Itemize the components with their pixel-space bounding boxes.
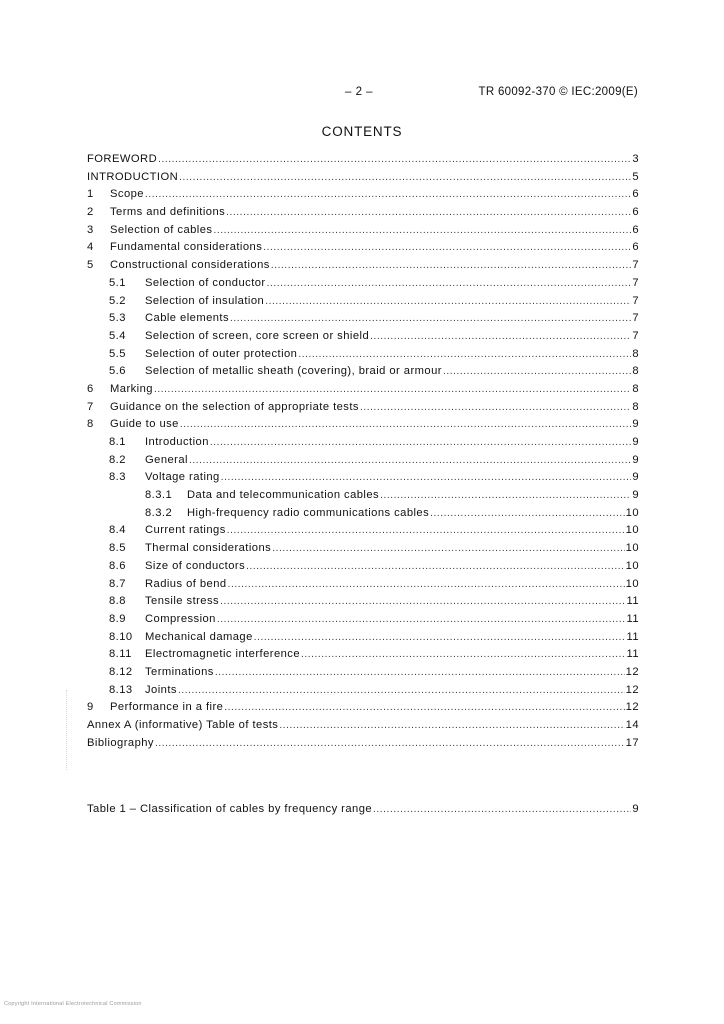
entry-number: 9 xyxy=(87,701,94,714)
toc-entry[interactable] xyxy=(87,471,639,489)
dot-leader xyxy=(230,313,631,324)
dot-leader xyxy=(246,561,625,572)
entry-title: FOREWORD xyxy=(87,153,158,165)
entry-number: 5 xyxy=(87,259,94,272)
entry-number: 8.2 xyxy=(109,453,126,466)
entry-number: 7 xyxy=(87,400,94,413)
dot-leader xyxy=(254,632,626,643)
entry-page-number: 5 xyxy=(632,170,639,183)
entry-title: Size of conductors xyxy=(145,559,246,572)
toc-entry[interactable] xyxy=(87,560,639,578)
dot-leader xyxy=(301,649,625,660)
toc-entry[interactable] xyxy=(87,454,639,472)
toc-entry[interactable] xyxy=(87,153,639,171)
toc-entry[interactable] xyxy=(87,684,639,702)
toc-entry[interactable] xyxy=(87,259,639,277)
dot-leader xyxy=(279,720,624,731)
entry-page-number: 10 xyxy=(625,559,639,572)
entry-page-number: 8 xyxy=(632,382,639,395)
entry-title: Radius of bend xyxy=(145,577,227,590)
entry-number: 8.8 xyxy=(109,595,126,608)
entry-page-number: 7 xyxy=(632,276,639,289)
entry-title: General xyxy=(145,453,188,466)
entry-number: 8.9 xyxy=(109,612,126,625)
dot-leader xyxy=(380,490,631,501)
toc-entry[interactable] xyxy=(87,312,639,330)
toc-entry[interactable] xyxy=(87,330,639,348)
list-of-tables xyxy=(87,803,639,821)
entry-page-number: 8 xyxy=(632,400,639,413)
document-reference: TR 60092-370 © IEC:2009(E) xyxy=(478,86,638,98)
entry-number: 8.12 xyxy=(109,665,133,678)
dot-leader xyxy=(272,543,624,554)
dot-leader xyxy=(217,614,626,625)
entry-number: 8.3 xyxy=(109,471,126,484)
entry-title: Guidance on the selection of appropriate tests xyxy=(110,400,359,413)
table-of-contents xyxy=(87,153,639,754)
entry-number: 8.5 xyxy=(109,542,126,555)
dot-leader xyxy=(178,685,625,696)
entry-title: Terminations xyxy=(145,665,214,678)
entry-title: Voltage rating xyxy=(145,471,220,484)
toc-entry[interactable] xyxy=(87,418,639,436)
entry-page-number: 10 xyxy=(625,577,639,590)
toc-entry[interactable] xyxy=(87,206,639,224)
toc-entry[interactable] xyxy=(87,277,639,295)
entry-number: 5.1 xyxy=(109,276,126,289)
dot-leader xyxy=(228,579,625,590)
entry-number: 8.3.2 xyxy=(145,506,173,519)
toc-entry[interactable] xyxy=(87,383,639,401)
entry-page-number: 9 xyxy=(632,471,639,484)
entry-number: 8 xyxy=(87,418,94,431)
dot-leader xyxy=(158,154,631,165)
dot-leader xyxy=(226,207,631,218)
entry-page-number: 6 xyxy=(632,241,639,254)
dot-leader xyxy=(370,331,631,342)
entry-number: 5.4 xyxy=(109,329,126,342)
entry-number: 8.6 xyxy=(109,559,126,572)
entry-title: Selection of conductor xyxy=(145,276,266,289)
toc-entry[interactable] xyxy=(87,348,639,366)
entry-title: Guide to use xyxy=(110,418,179,431)
dot-leader xyxy=(298,349,631,360)
entry-title: Scope xyxy=(110,188,144,201)
toc-entry[interactable] xyxy=(87,524,639,542)
entry-title: INTRODUCTION xyxy=(87,170,179,183)
dot-leader xyxy=(373,804,631,815)
entry-number: 5.3 xyxy=(109,312,126,325)
dot-leader xyxy=(213,225,631,236)
entry-page-number: 8 xyxy=(632,347,639,360)
entry-page-number: 8 xyxy=(632,365,639,378)
toc-entry[interactable] xyxy=(87,436,639,454)
entry-number: 8.7 xyxy=(109,577,126,590)
entry-title: Selection of cables xyxy=(110,223,213,236)
dot-leader xyxy=(220,596,625,607)
entry-number: 4 xyxy=(87,241,94,254)
table-entry[interactable] xyxy=(87,803,639,821)
entry-page-number: 9 xyxy=(632,418,639,431)
toc-entry[interactable] xyxy=(87,595,639,613)
dot-leader xyxy=(179,172,631,183)
entry-page-number: 12 xyxy=(625,683,639,696)
toc-entry[interactable] xyxy=(87,489,639,507)
entry-page-number: 12 xyxy=(625,665,639,678)
entry-page-number: 6 xyxy=(632,188,639,201)
toc-entry[interactable] xyxy=(87,507,639,525)
toc-entry[interactable] xyxy=(87,613,639,631)
entry-title: Constructional considerations xyxy=(110,259,270,272)
entry-title: Selection of insulation xyxy=(145,294,265,307)
dot-leader xyxy=(155,738,625,749)
entry-number: 3 xyxy=(87,223,94,236)
entry-page-number: 9 xyxy=(632,453,639,466)
dot-leader xyxy=(145,189,631,200)
dot-leader xyxy=(189,455,631,466)
dot-leader xyxy=(180,419,631,430)
entry-page-number: 7 xyxy=(632,294,639,307)
entry-page-number: 7 xyxy=(632,259,639,272)
entry-number: 8.10 xyxy=(109,630,133,643)
toc-entry[interactable] xyxy=(87,224,639,242)
entry-page-number: 10 xyxy=(625,524,639,537)
entry-page-number: 11 xyxy=(626,612,639,625)
dot-leader xyxy=(263,242,631,253)
entry-title: Bibliography xyxy=(87,736,154,749)
entry-title: Fundamental considerations xyxy=(110,241,263,254)
entry-page-number: 11 xyxy=(626,630,639,643)
toc-entry[interactable] xyxy=(87,365,639,383)
entry-number: 5.2 xyxy=(109,294,126,307)
dot-leader xyxy=(265,296,631,307)
page-number: – 2 – xyxy=(345,86,374,98)
toc-entry[interactable] xyxy=(87,701,639,719)
entry-page-number: 6 xyxy=(632,206,639,219)
copyright-note: Copyright International Electrotechnical Commission xyxy=(4,1001,142,1007)
toc-entry[interactable] xyxy=(87,737,639,755)
entry-page-number: 9 xyxy=(632,489,639,502)
entry-title: Cable elements xyxy=(145,312,230,325)
toc-entry[interactable] xyxy=(87,542,639,560)
toc-entry[interactable] xyxy=(87,188,639,206)
entry-page-number: 6 xyxy=(632,223,639,236)
entry-page-number: 14 xyxy=(625,719,639,731)
margin-mark xyxy=(66,690,68,770)
entry-number: 1 xyxy=(87,188,94,201)
entry-number: 8.13 xyxy=(109,683,133,696)
entry-number: 8.3.1 xyxy=(145,489,173,502)
entry-page-number: 7 xyxy=(632,329,639,342)
entry-number: 6 xyxy=(87,382,94,395)
dot-leader xyxy=(154,384,631,395)
dot-leader xyxy=(360,402,631,413)
entry-page-number: 17 xyxy=(625,736,639,749)
entry-title: Selection of screen, core screen or shield xyxy=(145,329,370,342)
dot-leader xyxy=(443,366,631,377)
entry-title: Data and telecommunication cables xyxy=(187,489,380,502)
entry-number: 5.5 xyxy=(109,347,126,360)
entry-page-number: 10 xyxy=(625,506,639,519)
entry-page-number: 9 xyxy=(632,436,639,448)
entry-title: Performance in a fire xyxy=(110,701,224,714)
entry-title: Annex A (informative) Table of tests xyxy=(87,719,279,731)
entry-number: 8.1 xyxy=(109,436,126,448)
entry-page-number: 10 xyxy=(625,542,639,555)
entry-page-number: 11 xyxy=(626,595,639,608)
entry-title: Mechanical damage xyxy=(145,630,253,643)
entry-number: 2 xyxy=(87,206,94,219)
entry-page-number: 12 xyxy=(625,701,639,714)
entry-page-number: 7 xyxy=(632,312,639,325)
toc-entry[interactable] xyxy=(87,401,639,419)
toc-entry[interactable] xyxy=(87,666,639,684)
toc-entry[interactable] xyxy=(87,295,639,313)
entry-title: Selection of metallic sheath (covering), braid or armour xyxy=(145,365,442,378)
entry-number: 8.4 xyxy=(109,524,126,537)
toc-entry[interactable] xyxy=(87,241,639,259)
page-header xyxy=(0,86,724,102)
toc-entry[interactable] xyxy=(87,631,639,649)
entry-page-number: 11 xyxy=(626,648,639,661)
entry-title: Electromagnetic interference xyxy=(145,648,301,661)
entry-title: Marking xyxy=(110,382,153,395)
toc-entry[interactable] xyxy=(87,578,639,596)
dot-leader xyxy=(221,472,632,483)
entry-title: Thermal considerations xyxy=(145,542,272,555)
toc-entry[interactable] xyxy=(87,648,639,666)
entry-title: Terms and definitions xyxy=(110,206,226,219)
dot-leader xyxy=(227,525,625,536)
entry-title: High-frequency radio communications cables xyxy=(187,506,430,519)
entry-title: Compression xyxy=(145,612,216,625)
entry-number: 8.11 xyxy=(109,648,132,661)
page-title: CONTENTS xyxy=(321,124,403,139)
entry-title: Table 1 – Classification of cables by frequency range xyxy=(87,803,373,815)
toc-entry[interactable] xyxy=(87,719,639,737)
entry-page-number: 3 xyxy=(632,153,639,165)
dot-leader xyxy=(215,667,625,678)
entry-number: 5.6 xyxy=(109,365,126,378)
entry-title: Introduction xyxy=(145,436,209,448)
dot-leader xyxy=(271,260,632,271)
entry-title: Tensile stress xyxy=(145,595,220,608)
toc-entry[interactable] xyxy=(87,171,639,189)
dot-leader xyxy=(430,508,625,519)
entry-page-number: 9 xyxy=(632,803,639,815)
entry-title: Selection of outer protection xyxy=(145,347,298,360)
dot-leader xyxy=(210,437,631,448)
entry-title: Joints xyxy=(145,683,177,696)
entry-title: Current ratings xyxy=(145,524,226,537)
dot-leader xyxy=(224,702,624,713)
dot-leader xyxy=(267,278,632,289)
